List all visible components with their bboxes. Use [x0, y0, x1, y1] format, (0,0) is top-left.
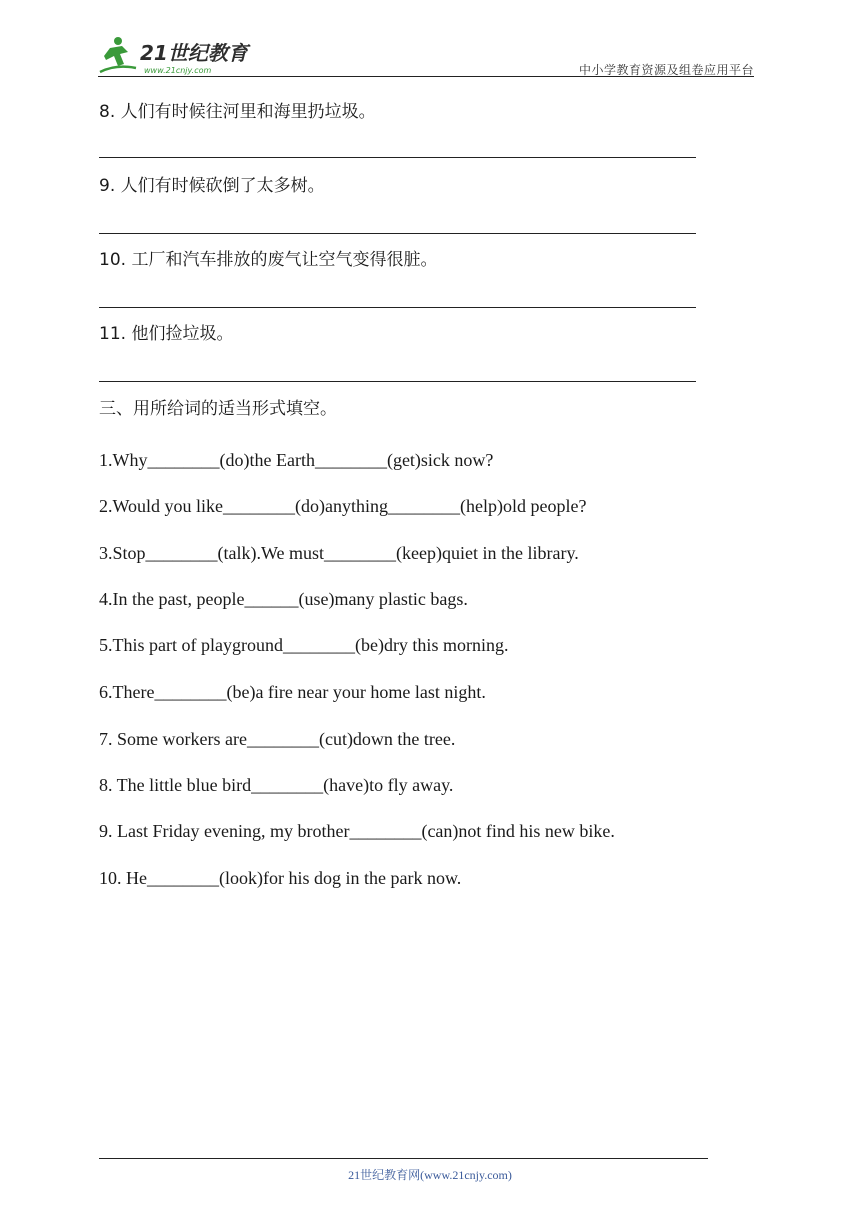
fill-blank-question-4: 4.In the past, people______(use)many plastic bags.: [99, 589, 468, 609]
fill-blank-question-6: 6.There________(be)a fire near your home last night.: [99, 682, 486, 702]
translation-question-8: 8. 人们有时候往河里和海里扔垃圾。: [99, 102, 376, 122]
fill-blank-question-7: 7. Some workers are________(cut)down the tree.: [99, 729, 456, 749]
header-divider: [98, 76, 754, 77]
answer-line-9: [99, 233, 696, 234]
answer-line-11: [99, 381, 696, 382]
footer-link[interactable]: 21世纪教育网(www.21cnjy.com): [348, 1168, 512, 1182]
logo-url-text: www.21cnjy.com: [144, 66, 212, 75]
fill-blank-question-9: 9. Last Friday evening, my brother________(can)not find his new bike.: [99, 821, 615, 841]
fill-blank-question-3: 3.Stop________(talk).We must________(keep)quiet in the library.: [99, 543, 579, 563]
section-3-title: 三、用所给词的适当形式填空。: [99, 399, 337, 419]
fill-blank-question-8: 8. The little blue bird________(have)to fly away.: [99, 775, 454, 795]
runner-logo-icon: [96, 34, 266, 78]
site-logo: [96, 34, 266, 78]
fill-blank-question-1: 1.Why________(do)the Earth________(get)sick now?: [99, 450, 494, 470]
fill-blank-question-10: 10. He________(look)for his dog in the park now.: [99, 868, 462, 888]
translation-question-11: 11. 他们捡垃圾。: [99, 324, 234, 344]
translation-question-9: 9. 人们有时候砍倒了太多树。: [99, 176, 325, 196]
translation-question-10: 10. 工厂和汽车排放的废气让空气变得很脏。: [99, 250, 438, 270]
answer-line-10: [99, 307, 696, 308]
answer-line-8: [99, 157, 696, 158]
header-site-name: 中小学教育资源及组卷应用平台: [578, 63, 754, 77]
footer-divider: [99, 1158, 708, 1159]
fill-blank-question-2: 2.Would you like________(do)anything________(help)old people?: [99, 496, 587, 516]
logo-text: 21世纪教育: [140, 41, 248, 65]
fill-blank-question-5: 5.This part of playground________(be)dry this morning.: [99, 635, 509, 655]
